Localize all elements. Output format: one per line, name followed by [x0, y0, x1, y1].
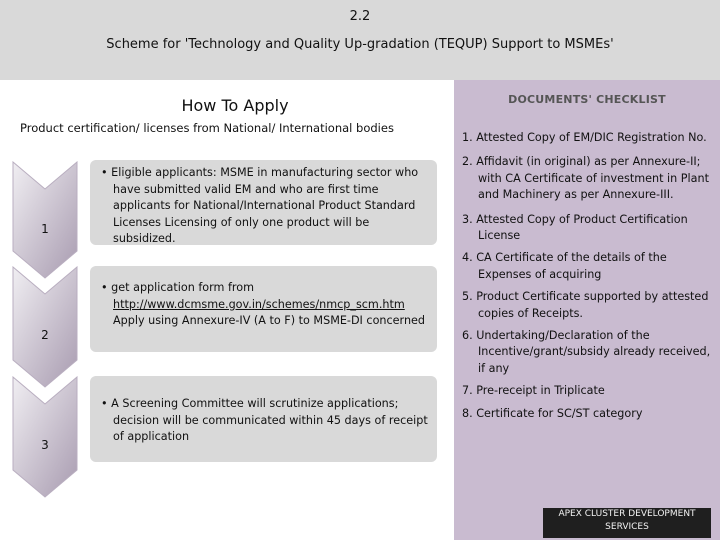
slide-title: Scheme for 'Technology and Quality Up-gradation (TEQUP) Support to MSMEs' [106, 37, 614, 52]
documents-checklist-title: DOCUMENTS' CHECKLIST [508, 93, 666, 106]
step-2-text: • get application form from http://www.dcmsme.gov.in/schemes/nmcp_scm.htm Apply using Annexure-IV (A to F) to MSME-DI concerned [101, 281, 426, 328]
checklist-item: 7. Pre-receipt in Triplicate [462, 384, 605, 398]
checklist-item: 8. Certificate for SC/ST category [462, 406, 643, 420]
checklist-item: 1. Attested Copy of EM/DIC Registration No. [462, 131, 707, 144]
slide-number: 2.2 [349, 9, 371, 24]
checklist-item: 5. Product Certificate supported by attested copies of Receipts. [462, 290, 709, 320]
step-3-text: • A Screening Committee will scrutinize applications; decision will be communicated within 45 days of receipt of application [101, 397, 428, 444]
step-3-number: 3 [41, 438, 49, 452]
how-to-apply-subtitle: Product certification/ licenses from National/ International bodies [20, 121, 394, 135]
footer-line-2: SERVICES [605, 522, 649, 532]
step-2-number: 2 [41, 328, 49, 342]
step-1-chevron-icon [12, 161, 78, 279]
footer-brand [543, 508, 711, 538]
step-1-number: 1 [41, 222, 49, 236]
step-2-chevron-icon [12, 266, 78, 388]
how-to-apply-heading: How To Apply [181, 96, 289, 115]
checklist-item: 6. Undertaking/Declaration of the Incentive/grant/subsidy already received, if any [462, 329, 711, 375]
step-3-chevron-icon [12, 376, 78, 498]
documents-checklist-list [462, 130, 716, 428]
checklist-item: 3. Attested Copy of Product Certification License [462, 212, 688, 243]
checklist-item: 4. CA Certificate of the details of the Expenses of acquiring [462, 251, 667, 281]
application-form-link[interactable]: http://www.dcmsme.gov.in/schemes/nmcp_scm.htm [113, 297, 405, 311]
step-1-text: • Eligible applicants: MSME in manufacturing sector who have submitted valid EM and who are first time applicants for National/International Product Standard Licenses Licensing of only one product will be subsidized. [101, 166, 419, 246]
footer-line-1: APEX CLUSTER DEVELOPMENT [558, 509, 696, 519]
checklist-item: 2. Affidavit (in original) as per Annexure-II; with CA Certificate of investment in Plant and Machinery as per Annexure-III. [462, 155, 709, 202]
